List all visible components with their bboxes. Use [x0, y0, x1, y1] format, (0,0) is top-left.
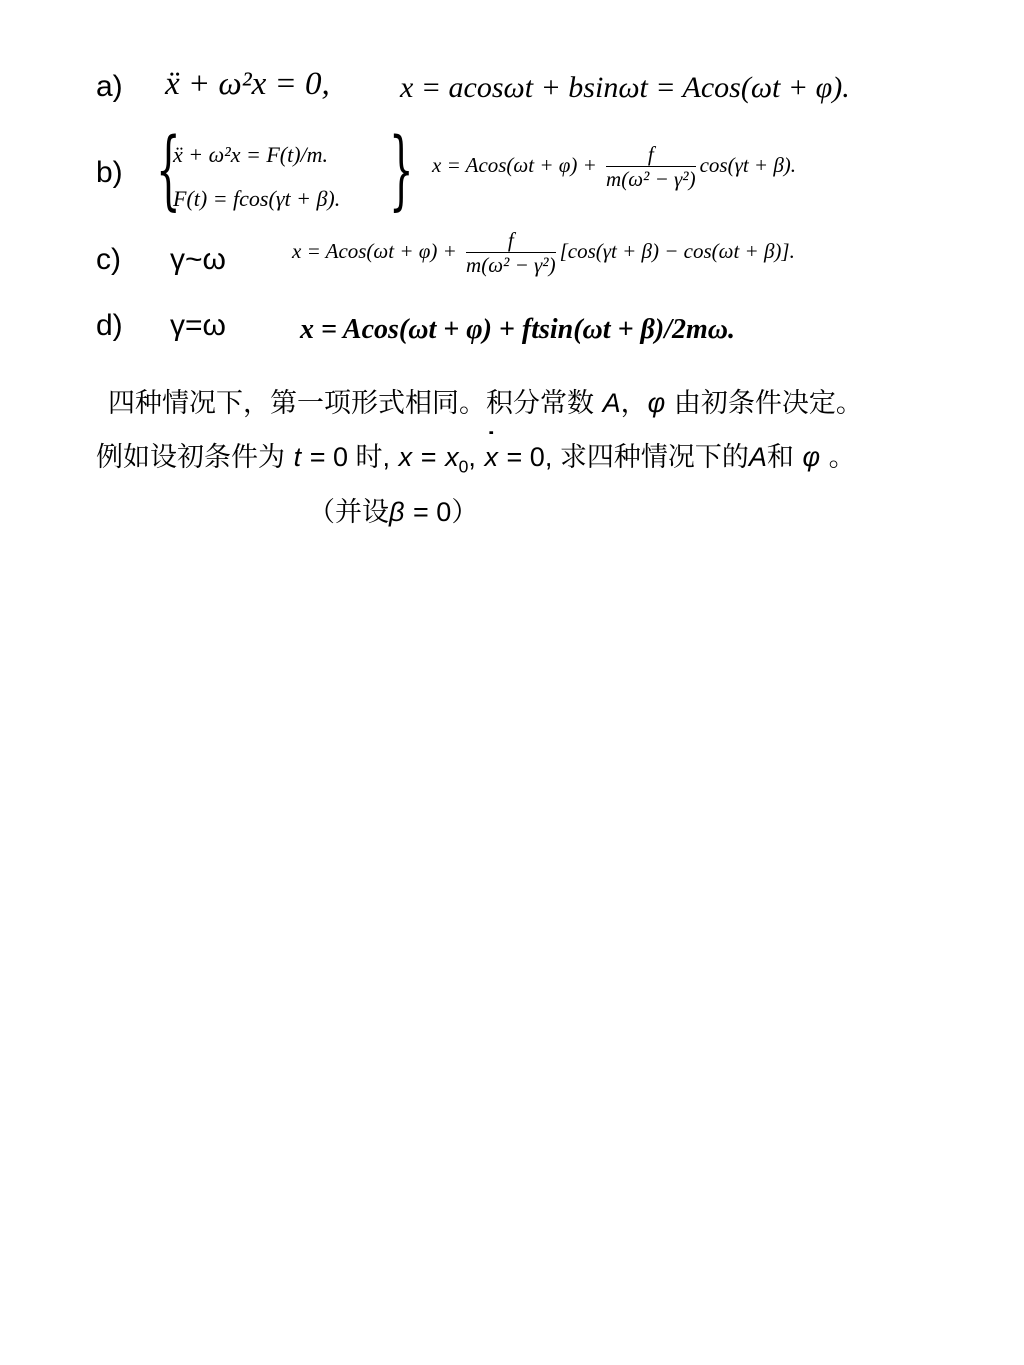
eq-t: = 0 时,	[309, 442, 390, 472]
condition-c: γ~ω	[170, 243, 226, 276]
system-line-2: F(t) = fcos(γt + β).	[173, 186, 341, 211]
paragraph-line-2-end: 。	[828, 442, 856, 473]
equation-a: ẍ + ω²x = 0,	[165, 66, 330, 102]
constant-phi: φ	[647, 388, 666, 418]
solution-c	[292, 228, 795, 278]
and-word: 和	[766, 442, 794, 473]
item-label-a: a)	[96, 70, 123, 103]
eq-x: =	[420, 442, 437, 472]
eq-xdot: = 0, 求四种情况下的	[506, 442, 749, 472]
fraction-b	[606, 142, 696, 192]
paragraph-line-1-text: 四种情况下，第一项形式相同。积分常数	[108, 388, 594, 419]
var-beta: β	[389, 497, 405, 527]
paragraph-line-1-end: 由初条件决定。	[673, 388, 863, 419]
fraction-b-numerator: f	[606, 142, 696, 167]
separator: ，	[620, 388, 648, 419]
solution-d: x = Acos(ωt + φ) + ftsin(ωt + β)/2mω.	[300, 314, 736, 345]
fraction-c-numerator: f	[466, 228, 556, 253]
item-label-b: b)	[96, 156, 123, 189]
paragraph-line-3-post: = 0）	[413, 497, 479, 527]
ask-phi: φ	[802, 442, 821, 472]
equation-system-b	[155, 120, 415, 222]
fraction-c	[466, 228, 556, 278]
left-brace-icon: {	[156, 120, 181, 220]
condition-d: γ=ω	[170, 309, 226, 342]
solution-a: x = acosωt + bsinωt = Acos(ωt + φ).	[400, 71, 850, 104]
paragraph-line-2	[96, 435, 856, 477]
item-label-c: c)	[96, 243, 121, 276]
system-line-1: ẍ + ω²x = F(t)/m.	[173, 142, 329, 167]
fraction-b-denominator: m(ω² − γ²)	[606, 167, 696, 192]
item-label-d: d)	[96, 309, 123, 342]
var-x0: $x_0$	[445, 442, 469, 477]
comma: ,	[468, 442, 476, 472]
solution-c-suffix: [cos(γt + β) − cos(ωt + β)].	[559, 238, 795, 263]
solution-b-prefix: x = Acos(ωt + φ) +	[432, 152, 597, 177]
solution-b-suffix: cos(γt + β).	[699, 152, 797, 177]
ask-A: A	[748, 442, 767, 472]
fraction-c-denominator: m(ω² − γ²)	[466, 253, 556, 278]
var-x: x	[398, 442, 413, 472]
paragraph-line-3	[308, 490, 478, 529]
solution-b	[432, 142, 796, 192]
constant-A: A	[602, 388, 621, 418]
right-brace-icon: }	[389, 120, 414, 220]
paragraph-line-2-pre: 例如设初条件为	[96, 442, 285, 473]
var-x-dot: ˙ x	[484, 442, 498, 473]
var-t: t	[293, 442, 302, 472]
paragraph-line-3-pre: （并设	[308, 497, 389, 528]
paragraph-line-1	[108, 381, 863, 420]
solution-c-prefix: x = Acos(ωt + φ) +	[292, 238, 457, 263]
